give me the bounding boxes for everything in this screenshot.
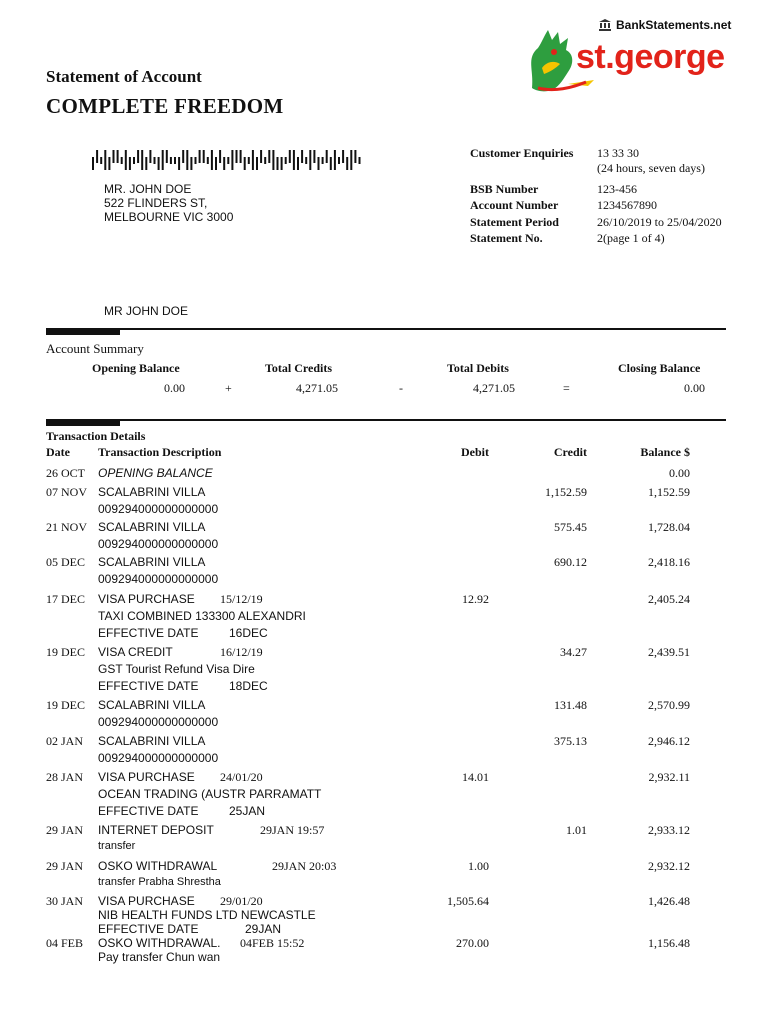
tx-credit: 1.01	[566, 823, 587, 837]
tx-description: VISA PURCHASE	[98, 770, 195, 784]
barcode-bar	[190, 157, 192, 170]
barcode-bar	[236, 150, 238, 163]
tx-date: 17 DEC	[46, 592, 85, 606]
barcode-bar	[297, 157, 299, 170]
enquiries-label: Customer Enquiries	[470, 146, 574, 160]
tx-sub-line: EFFECTIVE DATE	[98, 626, 199, 640]
tx-debit: 1,505.64	[447, 894, 489, 908]
barcode-bar	[137, 150, 139, 163]
barcode-bar	[104, 150, 106, 170]
tx-date: 21 NOV	[46, 520, 87, 534]
tx-sub-line: NIB HEALTH FUNDS LTD NEWCASTLE	[98, 908, 316, 922]
barcode-bar	[248, 157, 250, 164]
statement-no-label: Statement No.	[470, 231, 543, 245]
barcode-bar	[281, 157, 283, 170]
tx-sub-line: transfer	[98, 840, 136, 852]
tx-description: VISA PURCHASE	[98, 592, 195, 606]
tx-date: 05 DEC	[46, 555, 85, 569]
bsb-label: BSB Number	[470, 182, 539, 196]
tx-date: 19 DEC	[46, 698, 85, 712]
tx-balance: 2,418.16	[648, 555, 690, 569]
barcode-bar	[186, 150, 188, 170]
barcode-bar	[277, 157, 279, 170]
tx-debit: 14.01	[462, 770, 489, 784]
postal-barcode	[92, 150, 367, 175]
barcode-bar	[215, 157, 217, 170]
tx-sub-line: transfer Prabha Shrestha	[98, 876, 221, 888]
barcode-bar	[305, 157, 307, 164]
barcode-bar	[203, 150, 205, 163]
barcode-bar	[96, 150, 98, 163]
logo-text: st.george	[576, 38, 725, 76]
barcode-bar	[149, 150, 151, 163]
tx-sub-line: EFFECTIVE DATE	[98, 679, 199, 693]
tx-credit: 34.27	[560, 645, 587, 659]
tx-description: SCALABRINI VILLA	[98, 555, 206, 569]
barcode-bar	[158, 157, 160, 170]
tx-debit: 12.92	[462, 592, 489, 606]
tx-credit: 131.48	[554, 698, 587, 712]
barcode-bar	[260, 150, 262, 163]
tx-sub-line: TAXI COMBINED 133300 ALEXANDRI	[98, 609, 306, 623]
barcode-bar	[223, 157, 225, 170]
barcode-bar	[256, 157, 258, 170]
tx-description: INTERNET DEPOSIT	[98, 823, 214, 837]
barcode-bar	[342, 150, 344, 163]
tx-balance: 2,933.12	[648, 823, 690, 837]
barcode-bar	[359, 157, 361, 164]
barcode-bar	[100, 157, 102, 164]
tx-desc-date: 29/01/20	[220, 894, 263, 908]
tx-credit: 1,152.59	[545, 485, 587, 499]
tx-date: 26 OCT	[46, 466, 85, 480]
col-desc-header: Transaction Description	[98, 445, 222, 459]
barcode-bar	[227, 157, 229, 164]
barcode-bar	[154, 157, 156, 164]
tx-balance: 2,570.99	[648, 698, 690, 712]
barcode-bar	[293, 150, 295, 170]
tx-description: OSKO WITHDRAWAL	[98, 859, 218, 873]
transactions-rule	[46, 419, 726, 421]
tx-sub-line: EFFECTIVE DATE	[98, 922, 199, 936]
tx-debit: 270.00	[456, 936, 489, 950]
tx-description: OSKO WITHDRAWAL.	[98, 936, 221, 950]
col-balance-header: Balance $	[640, 445, 690, 459]
tx-desc-date: 29JAN 20:03	[272, 859, 337, 873]
account-value: 1234567890	[597, 198, 657, 212]
tx-credit: 575.45	[554, 520, 587, 534]
tx-sub-line: 009294000000000000	[98, 537, 219, 551]
total-debits-label: Total Debits	[447, 361, 509, 375]
tx-credit: 375.13	[554, 734, 587, 748]
tx-sub-line: 16DEC	[229, 626, 268, 640]
barcode-bar	[129, 157, 131, 170]
tx-sub-line: 009294000000000000	[98, 715, 219, 729]
tx-date: 02 JAN	[46, 734, 84, 748]
tx-balance: 2,439.51	[648, 645, 690, 659]
barcode-bar	[182, 150, 184, 163]
bankstatements-label: BankStatements.net	[616, 18, 732, 32]
plus-sign: +	[225, 381, 232, 395]
tx-balance: 2,405.24	[648, 592, 690, 606]
statement-no-value: 2(page 1 of 4)	[597, 231, 665, 245]
tx-desc-date: 16/12/19	[220, 645, 263, 659]
barcode-bar	[174, 157, 176, 164]
barcode-bar	[318, 157, 320, 170]
barcode-bar	[231, 150, 233, 170]
account-label: Account Number	[470, 198, 559, 212]
barcode-bar	[350, 150, 352, 170]
product-name: COMPLETE FREEDOM	[46, 94, 284, 118]
tx-debit: 1.00	[468, 859, 489, 873]
bsb-value: 123-456	[597, 182, 637, 196]
barcode-bar	[272, 150, 274, 170]
tx-sub-line: 009294000000000000	[98, 572, 219, 586]
tx-sub-line: OCEAN TRADING (AUSTR PARRAMATT	[98, 787, 322, 801]
barcode-bar	[264, 157, 266, 164]
barcode-bar	[313, 150, 315, 163]
total-credits-label: Total Credits	[265, 361, 333, 375]
tx-sub-line: EFFECTIVE DATE	[98, 804, 199, 818]
barcode-bar	[301, 150, 303, 163]
barcode-bar	[289, 150, 291, 163]
opening-balance-label: Opening Balance	[92, 361, 180, 375]
tx-sub-line: GST Tourist Refund Visa Dire	[98, 662, 255, 676]
barcode-bar	[346, 157, 348, 170]
minus-sign: -	[399, 381, 403, 395]
tx-balance: 1,152.59	[648, 485, 690, 499]
barcode-bar	[121, 157, 123, 164]
tx-date: 19 DEC	[46, 645, 85, 659]
tx-balance: 2,932.11	[648, 770, 690, 784]
barcode-bar	[338, 157, 340, 164]
opening-balance-value: 0.00	[164, 381, 185, 395]
barcode-bar	[219, 150, 221, 163]
tx-description: SCALABRINI VILLA	[98, 698, 206, 712]
enquiries-note: (24 hours, seven days)	[597, 161, 705, 175]
tx-date: 29 JAN	[46, 859, 84, 873]
barcode-bar	[141, 150, 143, 170]
barcode-bar	[211, 150, 213, 170]
tx-desc-date: 15/12/19	[220, 592, 263, 606]
summary-title: Account Summary	[46, 341, 144, 356]
summary-rule	[46, 328, 726, 330]
barcode-bar	[326, 150, 328, 163]
barcode-bar	[170, 157, 172, 164]
period-value: 26/10/2019 to 25/04/2020	[597, 215, 722, 229]
tx-desc-date: 04FEB 15:52	[240, 936, 305, 950]
barcode-bar	[334, 150, 336, 170]
tx-description: VISA PURCHASE	[98, 894, 195, 908]
address-line-3: MELBOURNE VIC 3000	[104, 210, 234, 224]
st-george-logo	[524, 28, 734, 94]
barcode-bar	[285, 157, 287, 164]
barcode-bar	[322, 157, 324, 164]
barcode-bar	[108, 157, 110, 170]
tx-date: 07 NOV	[46, 485, 87, 499]
barcode-bar	[330, 157, 332, 170]
barcode-bar	[199, 150, 201, 163]
tx-balance: 0.00	[669, 466, 690, 480]
tx-sub-line: 18DEC	[229, 679, 268, 693]
barcode-bar	[162, 150, 164, 170]
barcode-bar	[354, 150, 356, 163]
col-credit-header: Credit	[553, 445, 587, 459]
period-label: Statement Period	[470, 215, 559, 229]
statement-title: Statement of Account	[46, 67, 202, 86]
address-line-1: MR. JOHN DOE	[104, 182, 192, 196]
tx-description: SCALABRINI VILLA	[98, 485, 206, 499]
barcode-bar	[252, 150, 254, 170]
tx-desc-date: 24/01/20	[220, 770, 263, 784]
barcode-bar	[145, 157, 147, 170]
tx-balance: 1,156.48	[648, 936, 690, 950]
col-date-header: Date	[46, 445, 70, 459]
barcode-bar	[113, 150, 115, 163]
equals-sign: =	[563, 381, 570, 395]
barcode-bar	[117, 150, 119, 163]
tx-balance: 1,426.48	[648, 894, 690, 908]
tx-description: SCALABRINI VILLA	[98, 734, 206, 748]
tx-balance: 2,932.12	[648, 859, 690, 873]
tx-description: SCALABRINI VILLA	[98, 520, 206, 534]
tx-description: OPENING BALANCE	[98, 466, 213, 480]
total-debits-value: 4,271.05	[473, 381, 515, 395]
barcode-bar	[125, 150, 127, 170]
tx-sub-line: 29JAN	[245, 922, 282, 936]
col-debit-header: Debit	[461, 445, 489, 459]
barcode-bar	[178, 157, 180, 170]
customer-name: MR JOHN DOE	[104, 304, 188, 318]
barcode-bar	[195, 157, 197, 164]
barcode-bar	[268, 150, 270, 163]
tx-date: 28 JAN	[46, 770, 84, 784]
total-credits-value: 4,271.05	[296, 381, 338, 395]
tx-credit: 690.12	[554, 555, 587, 569]
tx-balance: 1,728.04	[648, 520, 690, 534]
tx-description: VISA CREDIT	[98, 645, 173, 659]
barcode-bar	[309, 150, 311, 170]
barcode-bar	[133, 157, 135, 164]
barcode-bar	[240, 150, 242, 163]
tx-sub-line: 009294000000000000	[98, 502, 219, 516]
tx-date: 29 JAN	[46, 823, 84, 837]
transactions-title: Transaction Details	[46, 429, 146, 443]
barcode-bar	[92, 157, 94, 170]
tx-sub-line: 25JAN	[229, 804, 266, 818]
tx-desc-date: 29JAN 19:57	[260, 823, 325, 837]
tx-sub-line: 009294000000000000	[98, 751, 219, 765]
closing-balance-label: Closing Balance	[618, 361, 701, 375]
barcode-bar	[244, 157, 246, 170]
tx-date: 30 JAN	[46, 894, 84, 908]
tx-date: 04 FEB	[46, 936, 84, 950]
enquiries-value: 13 33 30	[597, 146, 639, 160]
barcode-bar	[207, 157, 209, 164]
tx-sub-line: Pay transfer Chun wan	[98, 950, 221, 964]
tx-balance: 2,946.12	[648, 734, 690, 748]
address-line-2: 522 FLINDERS ST,	[104, 196, 208, 210]
closing-balance-value: 0.00	[684, 381, 705, 395]
barcode-bar	[166, 150, 168, 163]
